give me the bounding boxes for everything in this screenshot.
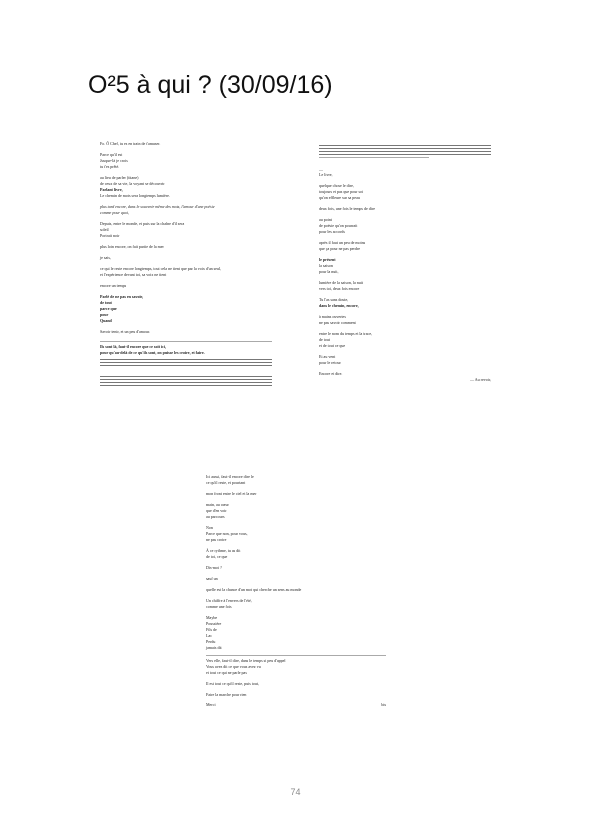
thumbnail-right-text xyxy=(319,166,491,383)
text-line: deux fois, une fois le temps de dire xyxy=(319,206,375,211)
text-line: je sais, xyxy=(100,255,111,260)
text-line: parce que xyxy=(100,306,117,311)
thumbnail-bottom-closing xyxy=(206,658,386,698)
text-line: à mains ouvertes xyxy=(319,314,346,319)
blank-line xyxy=(319,151,491,152)
text-line: Perdu xyxy=(206,639,216,644)
text-line: de poésie qu'on pourrait xyxy=(319,223,358,228)
text-line: et l'expérience devant toi, sa voix ne tient xyxy=(100,272,167,277)
text-line: Parce qu'il est xyxy=(100,152,123,157)
text-line: après il faut un peu de moins xyxy=(319,240,366,245)
text-line: de ceux de sa vie, la voyant se découvrir xyxy=(100,181,165,186)
text-line: de toi, ce que xyxy=(206,554,228,559)
text-line: quelle est la chance d'un mot qui cherche un sens au monde xyxy=(206,587,302,592)
text-line: pour le retour xyxy=(319,360,341,365)
text-line: Faire la marche pour rien xyxy=(206,692,247,697)
text-line: ce qui le reste encore longtemps, tout cela ne tient que par la voix d'un seul, xyxy=(100,266,222,271)
blank-line xyxy=(100,359,272,360)
text-line: le présent xyxy=(319,257,336,262)
thumbnail-bottom-footer xyxy=(206,702,386,708)
bold-note-line: Ils sont là, faut-il encore que ce soit ici, xyxy=(100,344,166,349)
signature: — Au revoir, xyxy=(469,377,491,382)
text-line: Poussière xyxy=(206,621,222,626)
text-line: ne pas savoir comment xyxy=(319,320,356,325)
text-line: Il est tout ce qu'il reste, puis tout, xyxy=(206,681,260,686)
text-line: Non xyxy=(206,525,213,530)
text-line: Parlé de ne pas en savoir, xyxy=(100,294,143,299)
thumbnail-left-text xyxy=(100,141,272,335)
blank-line xyxy=(100,362,272,363)
text-line: lumière de la saison, la nuit xyxy=(319,280,363,285)
text-line: toujours et pas que pour soi xyxy=(319,189,364,194)
text-line: plus loin encore, on fait partie de la mer xyxy=(100,244,164,249)
text-line: Portrait noir xyxy=(100,233,120,238)
text-line: ce qu'il reste, et pourtant xyxy=(206,480,246,485)
text-line: À ce rythme, tu as dit xyxy=(206,548,241,553)
blank-line xyxy=(319,145,491,146)
text-line: ne pas croire xyxy=(206,537,227,542)
text-line: Jusque-là je crois xyxy=(100,158,128,163)
text-line: pour les accords xyxy=(319,229,345,234)
text-line: Depuis, entre le monde, et puis sur la chaîne d'il sera xyxy=(100,221,185,226)
text-line: au parcours xyxy=(206,514,225,519)
bold-note-line: pour qu'au-delà de ce qu'ils sont, on puisse les croire, et faire. xyxy=(100,350,205,355)
thumbnail-page-bottom xyxy=(206,474,386,707)
text-line: que d'en voir xyxy=(206,508,227,513)
text-line: comme pour quoi, xyxy=(100,210,129,215)
text-line: sauf un xyxy=(206,576,218,581)
blank-line xyxy=(100,379,272,380)
page-number: 74 xyxy=(290,787,301,797)
text-line: Un chiffre à l'envers de l'été, xyxy=(206,598,252,603)
thumbnail-page-right xyxy=(319,141,491,399)
text-line: Savoir tenir, et un peu d'amour. xyxy=(100,329,150,334)
text-line: __ xyxy=(319,166,323,171)
text-line: Encore et dire. xyxy=(319,371,343,376)
text-line: que ça pour ne pas perdre xyxy=(319,246,360,251)
text-line: Ici aussi, faut-il encore dire le xyxy=(206,474,254,479)
text-line: jamais dit xyxy=(206,645,222,650)
text-line: soleil xyxy=(100,227,109,232)
page-title: O²5 à qui ? (30/09/16) xyxy=(88,71,333,99)
text-line: Et au vent xyxy=(319,354,336,359)
blank-line xyxy=(100,365,272,366)
footer-left-text: Merci xyxy=(206,702,216,707)
text-line: au point xyxy=(319,217,332,222)
text-line: Tu l'as sans doute, xyxy=(319,297,349,302)
text-line: tu t'es prêté. xyxy=(100,164,120,169)
text-line: dans le chemin, encore, xyxy=(319,303,359,308)
blank-line xyxy=(100,385,272,386)
blank-line xyxy=(100,382,272,383)
text-line: au lieu de parler (titane) xyxy=(100,175,139,180)
text-line: quelque chose le dire, xyxy=(319,183,354,188)
text-line: Quand xyxy=(100,318,112,323)
blank-lines-group xyxy=(100,359,272,366)
text-line: pour la nuit, xyxy=(319,269,339,274)
blank-line xyxy=(319,157,429,158)
text-line: pour xyxy=(100,312,109,317)
thumbnail-bottom-text xyxy=(206,474,386,651)
divider xyxy=(206,655,386,656)
footer-right-text: bis xyxy=(381,702,386,707)
text-line: comme une fois xyxy=(206,604,232,609)
blank-line xyxy=(319,148,491,149)
text-line: qu'on effleure sur sa peau xyxy=(319,195,360,200)
text-line: plus tard encore, dans le souvenir même des mots, l'amour d'une poésie xyxy=(100,204,215,209)
text-line: main, au cœur xyxy=(206,502,229,507)
text-line: Maybe xyxy=(206,615,218,620)
text-line: de tout xyxy=(100,300,112,305)
blank-line xyxy=(319,154,491,155)
text-line: vers toi, deux fois encore xyxy=(319,286,360,291)
text-line: la saison xyxy=(319,263,333,268)
divider xyxy=(100,341,272,342)
text-line: Vous avez dit ce que vous avez vu xyxy=(206,664,261,669)
text-line: Parce que non, pour vous, xyxy=(206,531,248,536)
thumbnail-page-left xyxy=(100,141,272,391)
text-line: Le chemin de mots sera longtemps lumière. xyxy=(100,193,170,198)
text-line: encore un temps xyxy=(100,283,127,288)
text-line: Parlant livre, xyxy=(100,187,123,192)
text-line: Lac xyxy=(206,633,212,638)
text-line: Fo. Ô Chef, tu es en train de t'amuser. xyxy=(100,141,161,146)
text-line: Fils de xyxy=(206,627,217,632)
text-line: de tout xyxy=(319,337,330,342)
text-line: et de tout ce que xyxy=(319,343,346,348)
text-line: Dis-moi ? xyxy=(206,565,222,570)
blank-lines-group xyxy=(100,376,272,386)
blank-lines-group xyxy=(319,145,491,158)
text-line: et tout ce qui ne parle pas xyxy=(206,670,247,675)
text-line: mon front entre le ciel et la mer xyxy=(206,491,257,496)
text-line: Vers elle, faut-il dire, dans le temps si peu d'appel xyxy=(206,658,286,663)
blank-line xyxy=(100,376,272,377)
text-line: entre le nom du temps et la trace, xyxy=(319,331,373,336)
text-line: Le livre, xyxy=(319,172,333,177)
